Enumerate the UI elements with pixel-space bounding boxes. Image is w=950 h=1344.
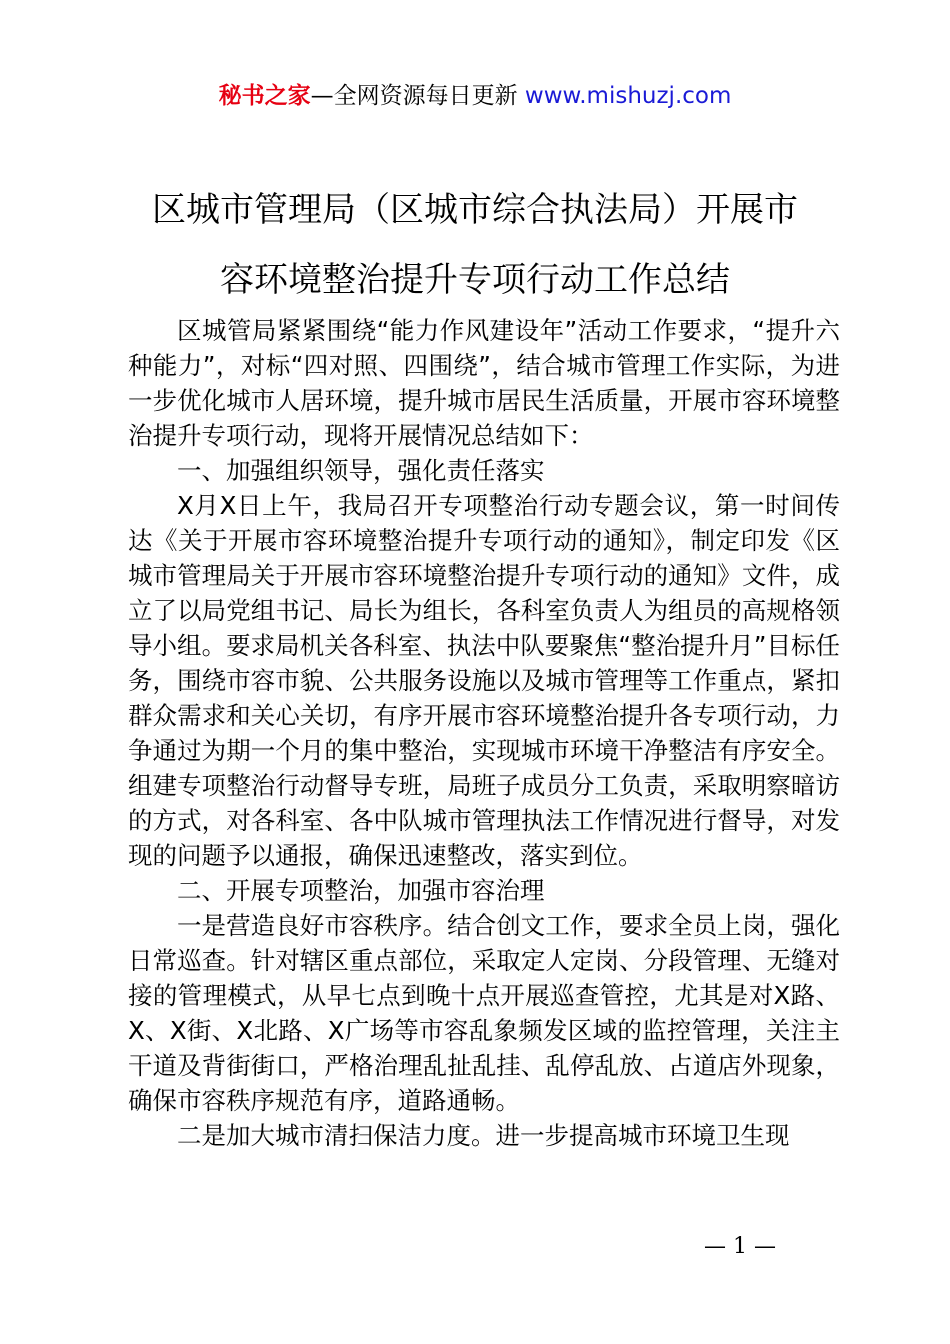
body-paragraph: 一是营造良好市容秩序。结合创文工作，要求全员上岗，强化日常巡查。针对辖区重点部位，采取定人定岗、分段管理、无缝对接的管理模式，从早七点到晚十点开展巡查管控，尤其是对X路、X、X街、X北路、X广场等市容乱象频发区域的监控管理，关注主干道及背街街口，严格治理乱扯乱挂、乱停乱放、占道店外现象，确保市容秩序规范有序，道路通畅。 <box>128 911 840 1115</box>
document-title-line-1: 区城市管理局（区城市综合执法局）开展市 <box>152 190 798 230</box>
section-heading-2: 二、开展专项整治，加强市容治理 <box>177 876 545 905</box>
site-header-banner <box>0 80 950 112</box>
brand-name: 秘书之家 <box>218 83 311 109</box>
site-slogan: —全网资源每日更新 <box>310 83 518 109</box>
document-title <box>120 186 830 326</box>
document-title-line-2: 容环境整治提升专项行动工作总结 <box>220 260 730 300</box>
document-body <box>128 313 840 1153</box>
section-heading-1: 一、加强组织领导，强化责任落实 <box>177 456 545 485</box>
page-number: — 1 — <box>704 1234 776 1259</box>
intro-paragraph: 区城管局紧紧围绕“能力作风建设年”活动工作要求，“提升六种能力”，对标“四对照、四围绕”，结合城市管理工作实际，为进一步优化城市人居环境，提升城市居民生活质量，开展市容环境整治提升专项行动，现将开展情况总结如下： <box>128 316 840 450</box>
body-paragraph: 二是加大城市清扫保洁力度。进一步提高城市环境卫生现 <box>177 1121 790 1150</box>
site-url-link[interactable]: www.mishuzj.com <box>524 83 732 109</box>
body-paragraph: X月X日上午，我局召开专项整治行动专题会议，第一时间传达《关于开展市容环境整治提升专项行动的通知》，制定印发《区城市管理局关于开展市容环境整治提升专项行动的通知》文件，成立了以局党组书记、局长为组长，各科室负责人为组员的高规格领导小组。要求局机关各科室、执法中队要聚焦“整治提升月”目标任务，围绕市容市貌、公共服务设施以及城市管理等工作重点，紧扣群众需求和关心关切，有序开展市容环境整治提升各专项行动，力争通过为期一个月的集中整治，实现城市环境干净整洁有序安全。组建专项整治行动督导专班，局班子成员分工负责，采取明察暗访的方式，对各科室、各中队城市管理执法工作情况进行督导，对发现的问题予以通报，确保迅速整改，落实到位。 <box>128 491 840 870</box>
